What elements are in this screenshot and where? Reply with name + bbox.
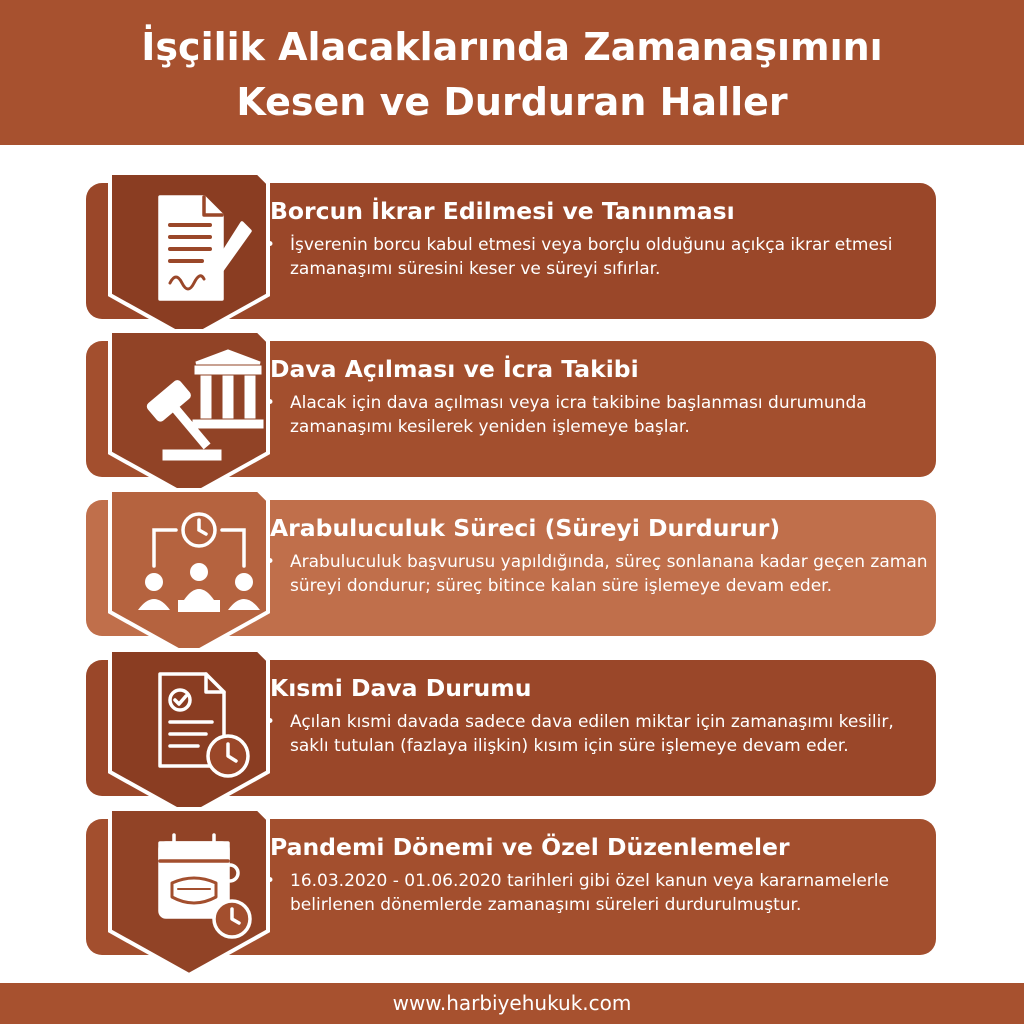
document-signature-icon — [124, 189, 274, 305]
bullet-item: • İşverenin borcu kabul etmesi veya borçlu olduğunu açıkça ikrar etmesi zamanaşımı süresini keser ve süreyi sıfırlar. — [264, 235, 893, 279]
gavel-courthouse-icon — [124, 347, 274, 463]
card-description — [264, 233, 930, 281]
card-description — [264, 391, 930, 439]
title-line-2: Kesen ve Durduran Haller — [236, 80, 788, 124]
bullet-item: • 16.03.2020 - 01.06.2020 tarihleri gibi özel kanun veya kararnamelerle belirlenen dönemlerde zamanaşımı süreleri durdurulmuştur. — [264, 871, 889, 915]
calendar-mask-clock-icon — [124, 825, 274, 941]
mediation-clock-icon — [124, 506, 274, 622]
card-title: Pandemi Dönemi ve Özel Düzenlemeler — [270, 833, 790, 861]
card-description — [264, 869, 930, 917]
card-title: Borcun İkrar Edilmesi ve Tanınması — [270, 197, 735, 225]
card-title: Kısmi Dava Durumu — [270, 674, 532, 702]
title-line-1: İşçilik Alacaklarında Zamanaşımını — [141, 25, 883, 69]
website-link[interactable]: www.harbiyehukuk.com — [392, 991, 632, 1015]
header-banner — [0, 0, 1024, 145]
footer-bar — [0, 983, 1024, 1024]
card-description — [264, 550, 930, 598]
card-description — [264, 710, 930, 758]
bullet-item: • Arabuluculuk başvurusu yapıldığında, süreç sonlanana kadar geçen zaman süreyi dondurur; süreç bitince kalan süre işlemeye devam eder. — [264, 552, 928, 596]
bullet-item: • Alacak için dava açılması veya icra takibine başlanması durumunda zamanaşımı kesilerek yeniden işlemeye başlar. — [264, 393, 867, 437]
card-title: Arabuluculuk Süreci (Süreyi Durdurur) — [270, 514, 781, 542]
page-title — [0, 20, 1024, 130]
card-title: Dava Açılması ve İcra Takibi — [270, 355, 639, 383]
bullet-item: • Açılan kısmi davada sadece dava edilen miktar için zamanaşımı kesilir, saklı tutulan (fazlaya ilişkin) kısım için süre işlemeye devam eder. — [264, 712, 894, 756]
checked-document-clock-icon — [124, 666, 274, 782]
